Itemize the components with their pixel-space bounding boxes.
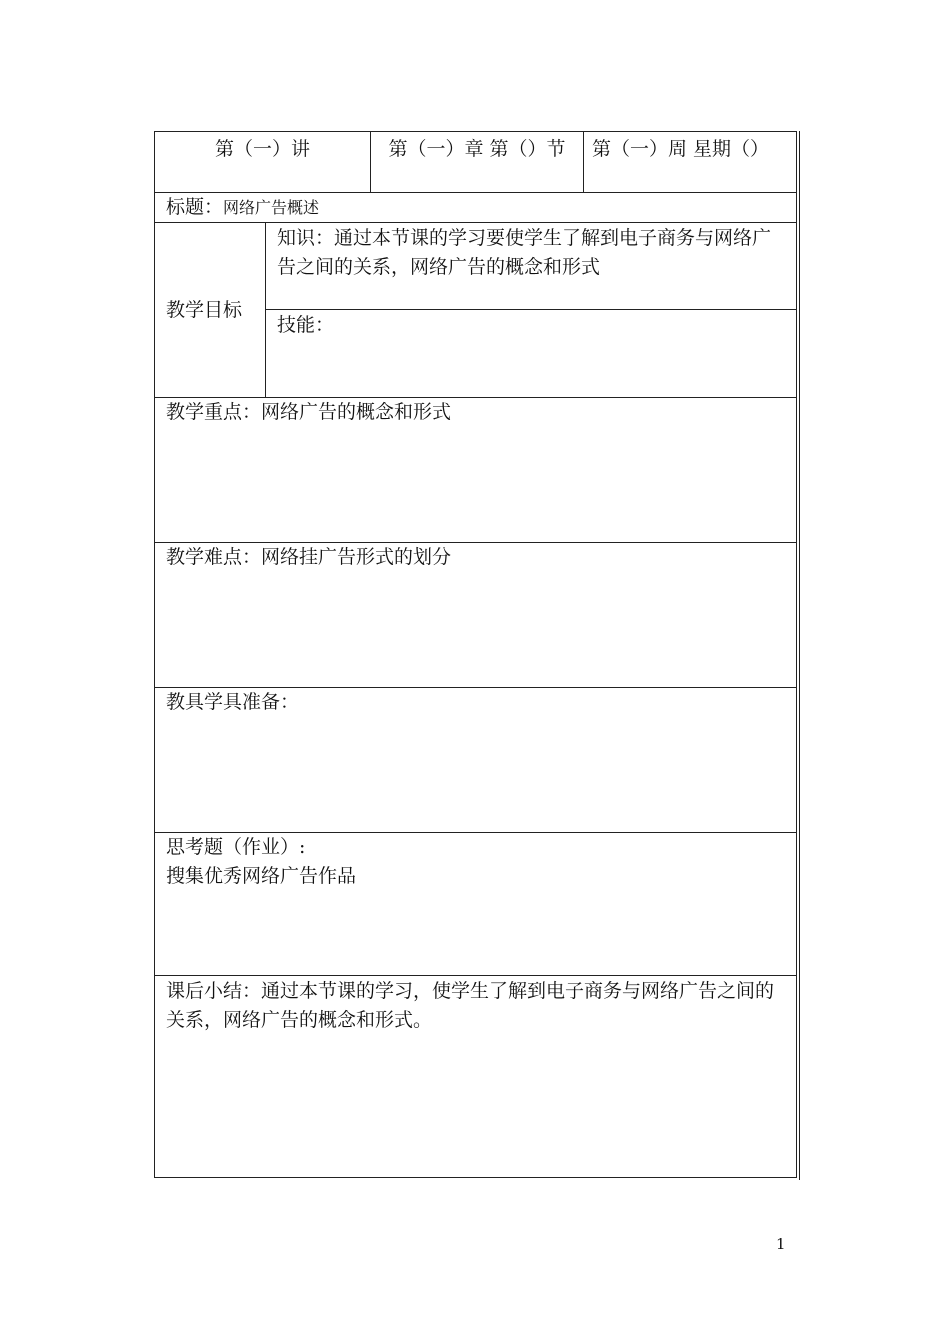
summary-row [155, 976, 796, 1177]
knowledge-cell [266, 223, 796, 310]
table-double-border [799, 131, 800, 1180]
lesson-plan-table [154, 131, 797, 1178]
objectives-label: 教学目标 [166, 299, 243, 321]
chapter-section-text: 第（一）章 第（）节 [388, 138, 566, 160]
title-label: 标题： [166, 196, 224, 218]
lecture-cell [155, 132, 370, 192]
header-row [155, 132, 796, 193]
homework-content: 搜集优秀网络广告作品 [166, 865, 357, 887]
page-number: 1 [776, 1235, 786, 1253]
skill-text: 技能： [277, 314, 335, 336]
materials-row [155, 688, 796, 833]
difficulties-row [155, 543, 796, 688]
homework-label: 思考题（作业）: [166, 836, 306, 858]
knowledge-text: 知识：通过本节课的学习要使学生了解到电子商务与网络广告之间的关系，网络广告的概念和形式 [277, 227, 772, 278]
title-row [155, 193, 796, 223]
homework-row [155, 833, 796, 976]
objectives-row [155, 223, 796, 398]
skill-cell [266, 310, 796, 397]
title-value: 网络广告概述 [223, 198, 320, 217]
key-points-row [155, 398, 796, 543]
key-points-text: 教学重点：网络广告的概念和形式 [166, 401, 452, 423]
lecture-text: 第（一）讲 [214, 138, 310, 160]
title-cell [155, 193, 796, 222]
objectives-label-cell [155, 223, 265, 397]
chapter-section-cell [371, 132, 583, 192]
materials-text: 教具学具准备： [166, 691, 300, 713]
difficulties-text: 教学难点：网络挂广告形式的划分 [166, 546, 452, 568]
week-day-text: 第（一）周 星期（） [592, 138, 770, 160]
week-day-cell [584, 132, 796, 192]
summary-text: 课后小结：通过本节课的学习，使学生了解到电子商务与网络广告之间的关系，网络广告的概念和形式。 [166, 980, 775, 1031]
